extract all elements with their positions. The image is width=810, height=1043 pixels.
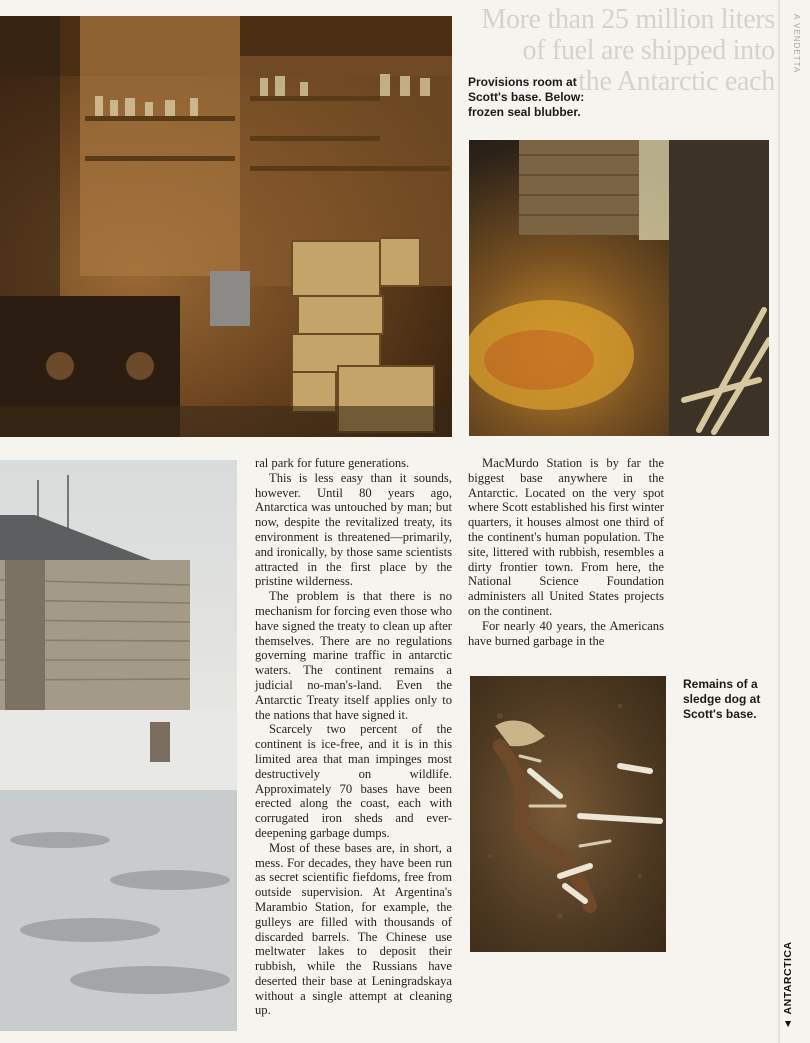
paragraph: ral park for future generations.	[255, 456, 410, 470]
paragraph: Most of these bases are, in short, a mess. For decades, they have been run as secret scientific fiefdoms, free from outside supervision. At Argentina's Marambio Station, for example, the gulleys are filled with thousands of discarded barrels. The Chinese use meltwater lakes to deposit their rubbish, while the Russians have deserted their base at Leningradskaya without a single attempt at cleaning up.	[255, 840, 452, 1018]
article-column-2	[468, 456, 664, 648]
paragraph: Scarcely two percent of the continent is ice-free, and it is in this limited area that man impinges most destructively on wildlife. Approximately 70 bases have been erected along the coast, each with corrugated iron sheds and ever-deepening garbage dumps.	[255, 722, 452, 840]
snowy-hut-photo	[0, 460, 237, 1031]
paragraph: MacMurdo Station is by far the biggest base anywhere in the Antarctic. Located on the very spot where Scott established his first winter quarters, it houses almost one third of the continent's human population. The site, littered with rubbish, resembles a dirty frontier town. From here, the National Science Foundation administers all United States projects on the continent.	[468, 456, 664, 618]
paragraph: This is less easy than it sounds, however. Until 80 years ago, Antarctica was untouched by man; but now, despite the revitalized treaty, its environment is threatened—primarily, and ironically, by those same scientists attracted in the first place by the pristine wilderness.	[255, 470, 452, 589]
pull-quote-line-3: the Antarctic each	[578, 66, 775, 97]
sledge-dog-remains-photo	[470, 676, 666, 952]
provisions-room-photo	[0, 16, 452, 437]
sledge-dog-caption: Remains of a sledge dog at Scott's base.	[683, 677, 761, 721]
section-tab-antarctica: ▲ ANTARCTICA	[782, 941, 794, 1030]
pull-quote-line-1: More than 25 million liters	[481, 4, 775, 35]
paragraph: The problem is that there is no mechanism for forcing even those who have signed the treaty to clean up after themselves. There are no regulations governing marine traffic in antarctic waters. The continent remains a judicial no-man's-land. Even the Antarctic Treaty itself applies only to the nations that have signed it.	[255, 589, 452, 722]
page-edge-line	[778, 0, 780, 1043]
vertical-section-tag: A VENDETTA	[792, 14, 801, 74]
article-column-1	[255, 456, 452, 1018]
provisions-caption: Provisions room at Scott's base. Below: frozen seal blubber.	[468, 75, 585, 119]
paragraph: For nearly 40 years, the Americans have burned garbage in the	[468, 618, 664, 648]
pull-quote-line-2: of fuel are shipped into	[522, 35, 775, 66]
seal-blubber-photo	[469, 140, 769, 436]
